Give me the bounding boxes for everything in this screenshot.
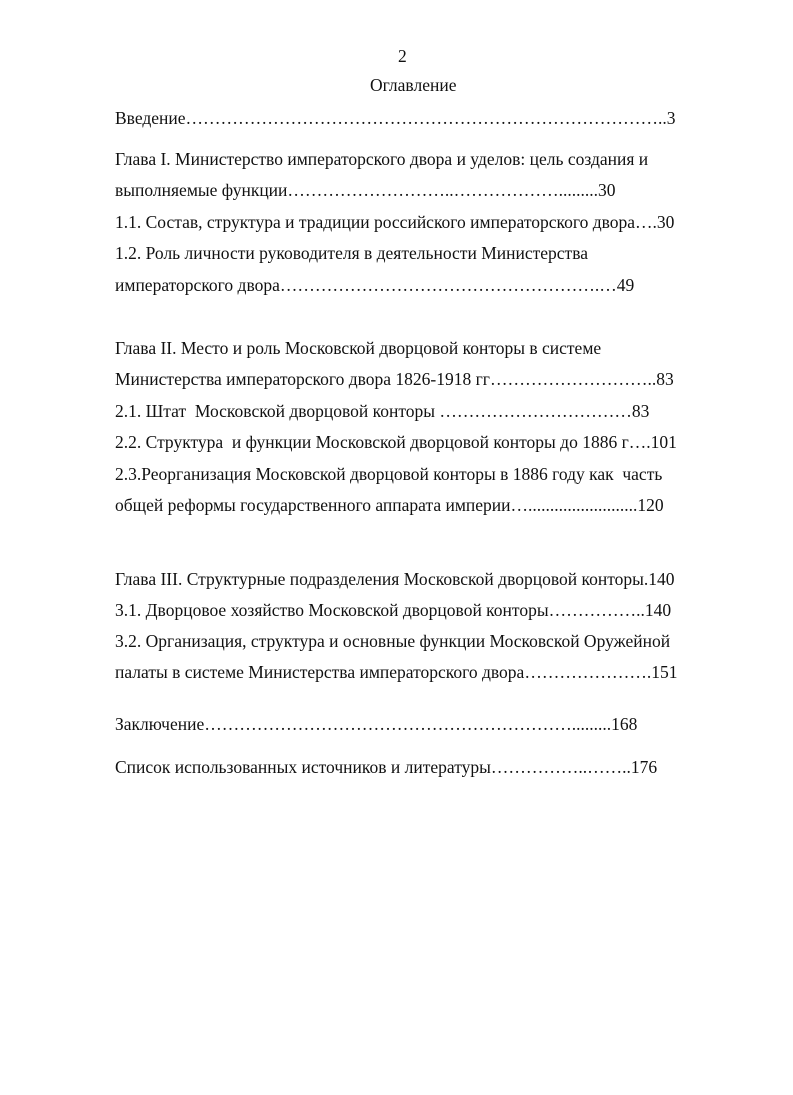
toc-line-chapter-3: Глава III. Структурные подразделения Московской дворцовой конторы.140 — [115, 569, 675, 589]
toc-line-chapter-2: Глава II. Место и роль Московской дворцовой конторы в системе — [115, 338, 602, 358]
toc-line-3-2: 3.2. Организация, структура и основные функции Московской Оружейной — [115, 631, 671, 651]
toc-line-1-2-cont: императорского двора……………………………………………….…49 — [115, 275, 635, 295]
toc-line-chapter-1-cont: выполняемые функции………………………..……………….........30 — [115, 180, 616, 200]
toc-line-2-1: 2.1. Штат Московской дворцовой конторы ……………………………83 — [115, 401, 650, 421]
toc-line-3-1: 3.1. Дворцовое хозяйство Московской дворцовой конторы……………..140 — [115, 600, 672, 620]
toc-line-chapter-2-cont: Министерства императорского двора 1826-1918 гг………………………..83 — [115, 369, 674, 389]
toc-line-bibliography: Список использованных источников и литературы……………..……..176 — [115, 757, 658, 777]
toc-line-1-2: 1.2. Роль личности руководителя в деятельности Министерства — [115, 243, 588, 263]
toc-line-2-3: 2.3.Реорганизация Московской дворцовой конторы в 1886 году как часть — [115, 464, 663, 484]
page-title: Оглавление — [370, 75, 457, 95]
toc-line-conclusion: Заключение……………………………………………………….........168 — [115, 714, 638, 734]
toc-line-2-3-cont: общей реформы государственного аппарата империи….........................120 — [115, 495, 664, 515]
toc-line-1-1: 1.1. Состав, структура и традиции российского императорского двора….30 — [115, 212, 675, 232]
toc-line-intro: Введение………………………………………………………………………..3 — [115, 108, 676, 128]
page-number: 2 — [398, 46, 407, 66]
toc-line-3-2-cont: палаты в системе Министерства императорского двора………………….151 — [115, 662, 678, 682]
toc-line-2-2: 2.2. Структура и функции Московской дворцовой конторы до 1886 г….101 — [115, 432, 677, 452]
toc-line-chapter-1: Глава I. Министерство императорского двора и уделов: цель создания и — [115, 149, 649, 169]
